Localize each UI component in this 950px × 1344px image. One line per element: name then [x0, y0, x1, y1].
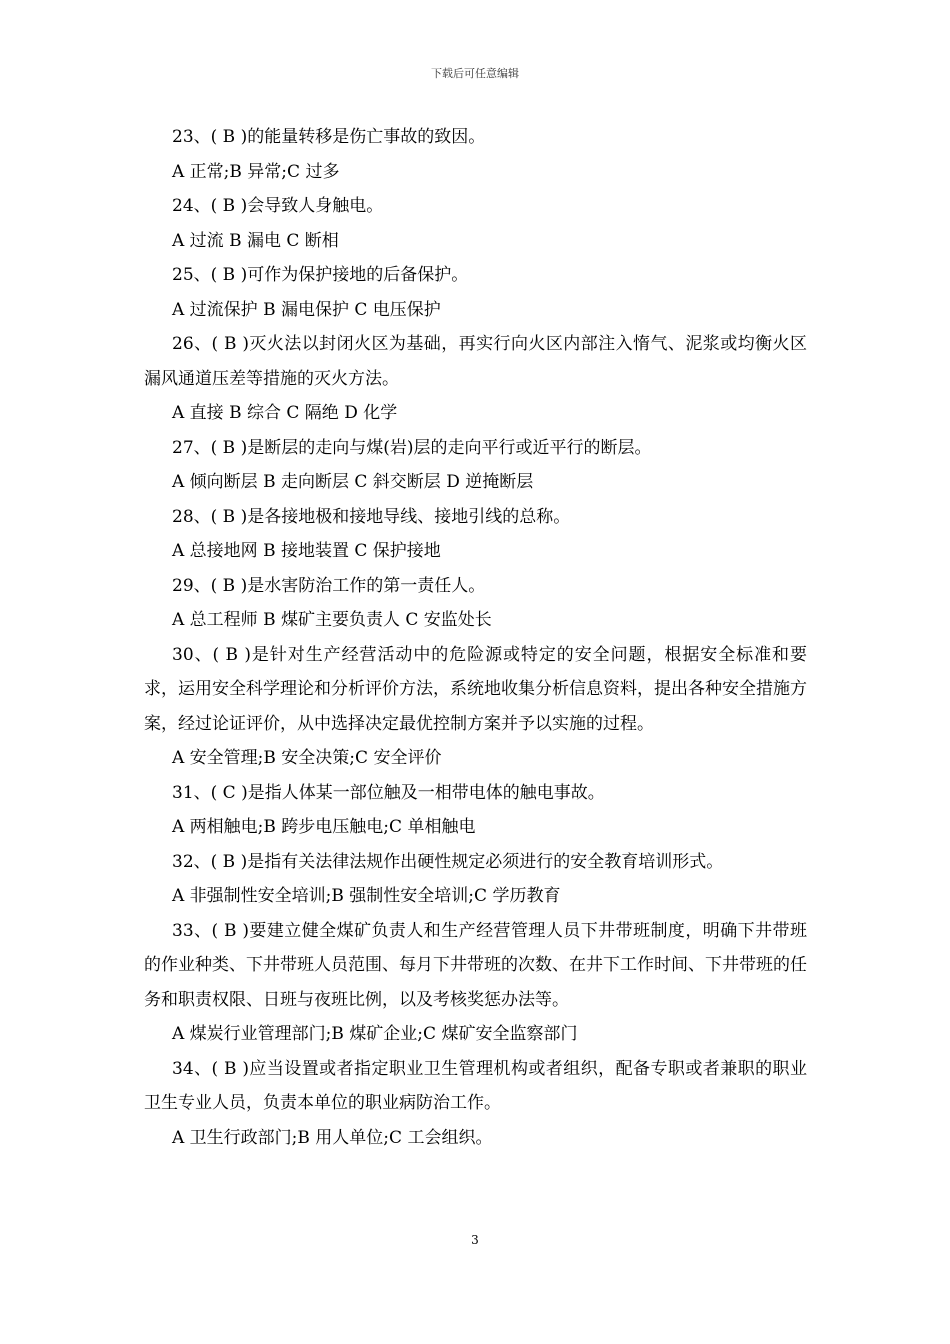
options-23: A 正常;B 异常;C 过多: [172, 161, 340, 182]
options-26: A 直接 B 综合 C 隔绝 D 化学: [172, 403, 398, 423]
options-34: A 卫生行政部门;B 用人单位;C 工会组织。: [172, 1127, 493, 1148]
question-32: 32、( B )是指有关法律法规作出硬性规定必须进行的安全教育培训形式。: [172, 851, 724, 872]
options-24: A 过流 B 漏电 C 断相: [172, 230, 339, 251]
options-30: A 安全管理;B 安全决策;C 安全评价: [172, 748, 442, 768]
document-body: [144, 120, 807, 1155]
question-30: 30、( B )是针对生产经营活动中的危险源或特定的安全问题，根据安全标准和要求，运用安全科学理论和分析评价方法，系统地收集分析信息资料，提出各种安全措施方案，经过论证评价，从中选择决定最优控制方案并予以实施的过程。: [144, 644, 807, 734]
question-34: 34、( B )应当设置或者指定职业卫生管理机构或者组织，配备专职或者兼职的职业卫生专业人员，负责本单位的职业病防治工作。: [144, 1058, 807, 1113]
options-29: A 总工程师 B 煤矿主要负责人 C 安监处长: [172, 610, 492, 630]
options-28: A 总接地网 B 接地装置 C 保护接地: [172, 541, 441, 561]
page-header: 下载后可任意编辑: [431, 67, 519, 80]
page-number: 3: [471, 1233, 479, 1247]
question-23: 23、( B )的能量转移是伤亡事故的致因。: [172, 127, 486, 147]
question-26: 26、( B )灭火法以封闭火区为基础，再实行向火区内部注入惰气、泥浆或均衡火区漏风通道压差等措施的灭火方法。: [144, 334, 807, 389]
question-24: 24、( B )会导致人身触电。: [172, 196, 384, 216]
options-33: A 煤炭行业管理部门;B 煤矿企业;C 煤矿安全监察部门: [172, 1024, 578, 1044]
options-27: A 倾向断层 B 走向断层 C 斜交断层 D 逆掩断层: [172, 472, 534, 492]
question-25: 25、( B )可作为保护接地的后备保护。: [172, 265, 469, 285]
options-25: A 过流保护 B 漏电保护 C 电压保护: [172, 299, 441, 320]
question-28: 28、( B )是各接地极和接地导线、接地引线的总称。: [172, 506, 571, 527]
question-33: 33、( B )要建立健全煤矿负责人和生产经营管理人员下井带班制度，明确下井带班的作业种类、下井带班人员范围、每月下井带班的次数、在井下工作时间、下井带班的任务和职责权限、日班与夜班比例，以及考核奖惩办法等。: [144, 920, 807, 1010]
options-31: A 两相触电;B 跨步电压触电;C 单相触电: [172, 817, 476, 837]
question-29: 29、( B )是水害防治工作的第一责任人。: [172, 575, 486, 596]
question-27: 27、( B )是断层的走向与煤(岩)层的走向平行或近平行的断层。: [172, 437, 652, 458]
question-31: 31、( C )是指人体某一部位触及一相带电体的触电事故。: [172, 782, 605, 803]
options-32: A 非强制性安全培训;B 强制性安全培训;C 学历教育: [172, 886, 561, 906]
